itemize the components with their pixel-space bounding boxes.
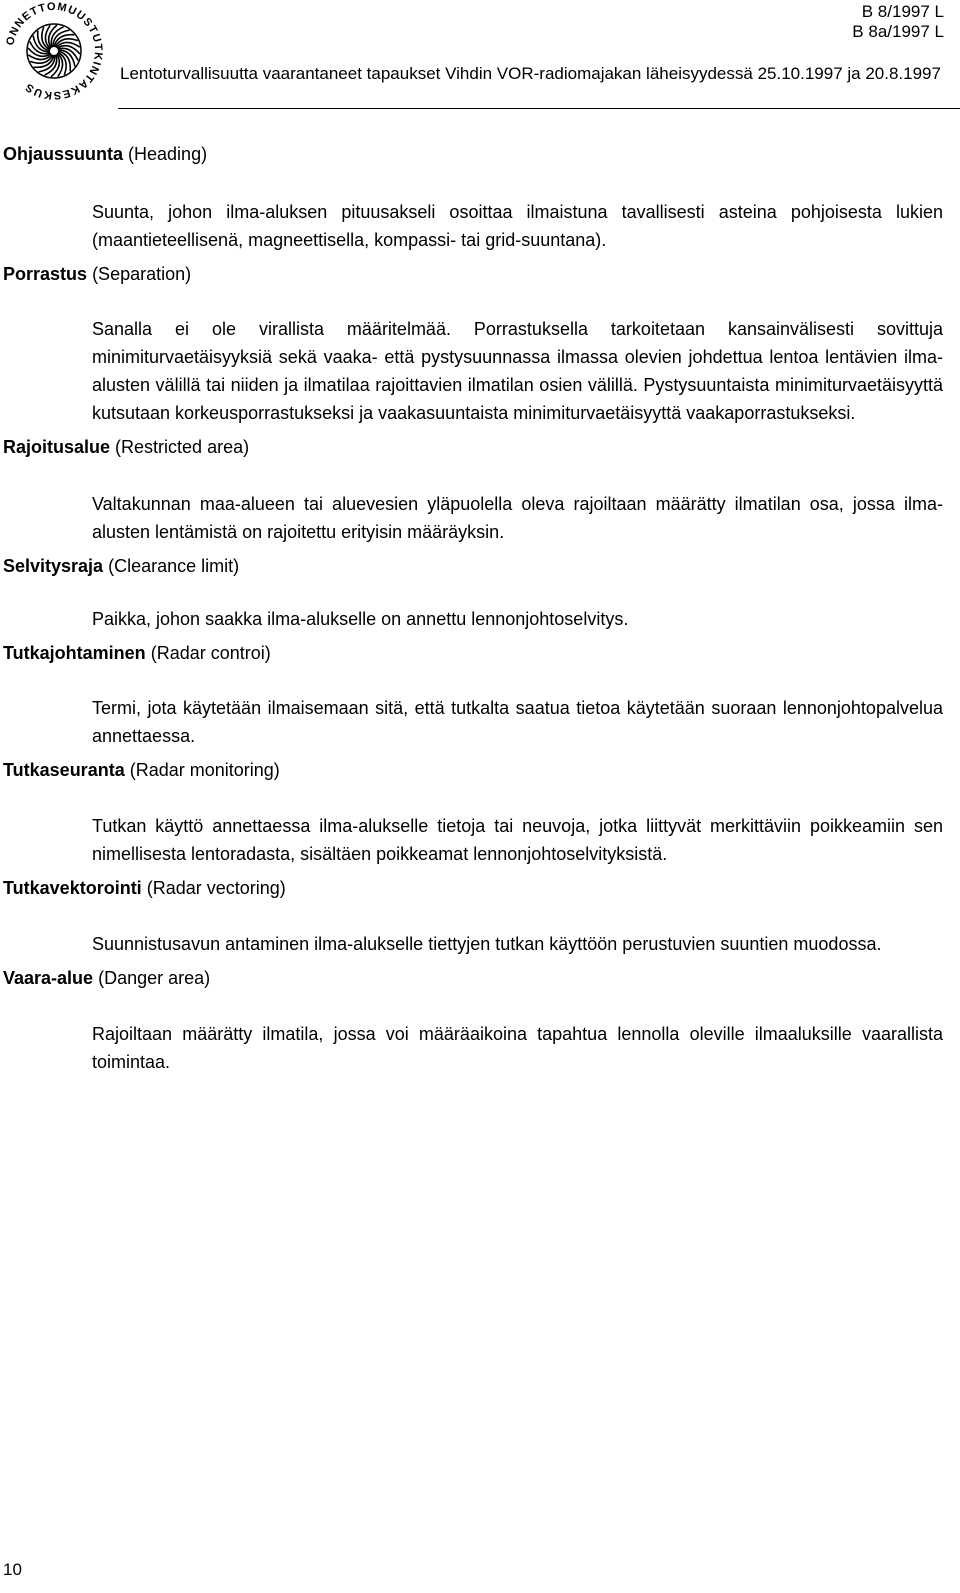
term-english: (Radar controi): [150, 643, 271, 663]
term-english: (Radar vectoring): [146, 878, 286, 898]
logo-ring-text: ONNETTOMUUSTUTKINTAKESKUS: [4, 2, 105, 100]
term-definition: Termi, jota käytetään ilmaisemaan sitä, että tutkalta saatua tietoa käytetään suoraan lennonjohtopalvelua annettaessa.: [92, 698, 943, 746]
term-heading: Ohjaussuunta: [3, 144, 124, 164]
term-heading: Tutkajohtaminen: [3, 643, 146, 663]
term-heading: Vaara-alue: [3, 968, 94, 988]
glossary-entry: [3, 260, 943, 427]
page-number: 10: [3, 1560, 22, 1579]
term-english: (Separation): [92, 264, 192, 284]
term-english: (Restricted area): [115, 437, 250, 457]
term-english: (Radar monitoring): [129, 760, 280, 780]
term-heading: Tutkavektorointi: [3, 878, 142, 898]
term-heading: Rajoitusalue: [3, 437, 111, 457]
term-definition: Sanalla ei ole virallista määritelmää. Porrastuksella tarkoitetaan kansainvälisesti sovittuja minimiturvaetäisyyksiä sekä vaaka- että pystysuunnassa ilmassa olevien johdettua lentoa lentävien ilma-alusten välillä tai niiden ja ilmatilaa rajoittavien ilmatilan osien välillä. Pystysuuntaista minimiturvaetäisyyttä kutsutaan korkeusporrastukseksi ja vaakasuuntaista minimiturvaetäisyyttä vaakaporrastukseksi.: [92, 319, 943, 423]
term-definition: Valtakunnan maa-alueen tai aluevesien yläpuolella oleva rajoiltaan määrätty ilmatilan osa, jossa ilma-alusten lentämistä on rajoitettu erityisin määräyksin.: [92, 494, 943, 542]
term-definition: Tutkan käyttö annettaessa ilma-alukselle tietoja tai neuvoja, jotka liittyvät merkittäviin poikkeamiin sen nimellisesta lentoradasta, sisältäen poikkeamat lennonjohtoselvityksistä.: [92, 816, 943, 864]
glossary-entry: [3, 874, 943, 958]
term-heading: Porrastus: [3, 264, 88, 284]
reference-line-2: B 8a/1997 L: [852, 22, 944, 41]
document-reference: [852, 2, 944, 42]
glossary-entry: [3, 639, 943, 750]
term-heading: Selvitysraja: [3, 556, 104, 576]
term-definition: Paikka, johon saakka ilma-alukselle on annettu lennonjohtoselvitys.: [92, 609, 629, 629]
header-divider: [118, 108, 960, 109]
term-definition: Rajoiltaan määrätty ilmatila, jossa voi määräaikoina tapahtua lennolla oleville ilmaaluksille vaarallista toimintaa.: [92, 1024, 943, 1072]
glossary-entry: [3, 964, 943, 1076]
svg-text:ONNETTOMUUSTUTKINTAKESKUS: [4, 2, 104, 100]
swirl-emblem: [28, 25, 80, 77]
glossary-entry: [3, 552, 943, 633]
glossary-entry: [3, 140, 943, 254]
term-definition: Suunnistusavun antaminen ilma-alukselle tiettyjen tutkan käyttöön perustuvien suuntien muodossa.: [92, 934, 882, 954]
term-english: (Danger area): [98, 968, 211, 988]
logo-seal-icon: [0, 2, 108, 100]
term-definition: Suunta, johon ilma-aluksen pituusakseli osoittaa ilmaistuna tavallisesti asteina pohjoisesta lukien (maantieteellisenä, magneettisella, kompassi- tai grid-suuntana).: [92, 202, 943, 250]
term-english: (Heading): [128, 144, 208, 164]
glossary-entry: [3, 433, 943, 546]
term-english: (Clearance limit): [108, 556, 240, 576]
reference-line-1: B 8/1997 L: [861, 2, 944, 21]
glossary-entry: [3, 756, 943, 868]
glossary: [3, 140, 943, 1076]
term-heading: Tutkaseuranta: [3, 760, 125, 780]
document-title: Lentoturvallisuutta vaarantaneet tapaukset Vihdin VOR-radiomajakan läheisyydessä 25.10.1997 ja 20.8.1997: [120, 64, 941, 83]
